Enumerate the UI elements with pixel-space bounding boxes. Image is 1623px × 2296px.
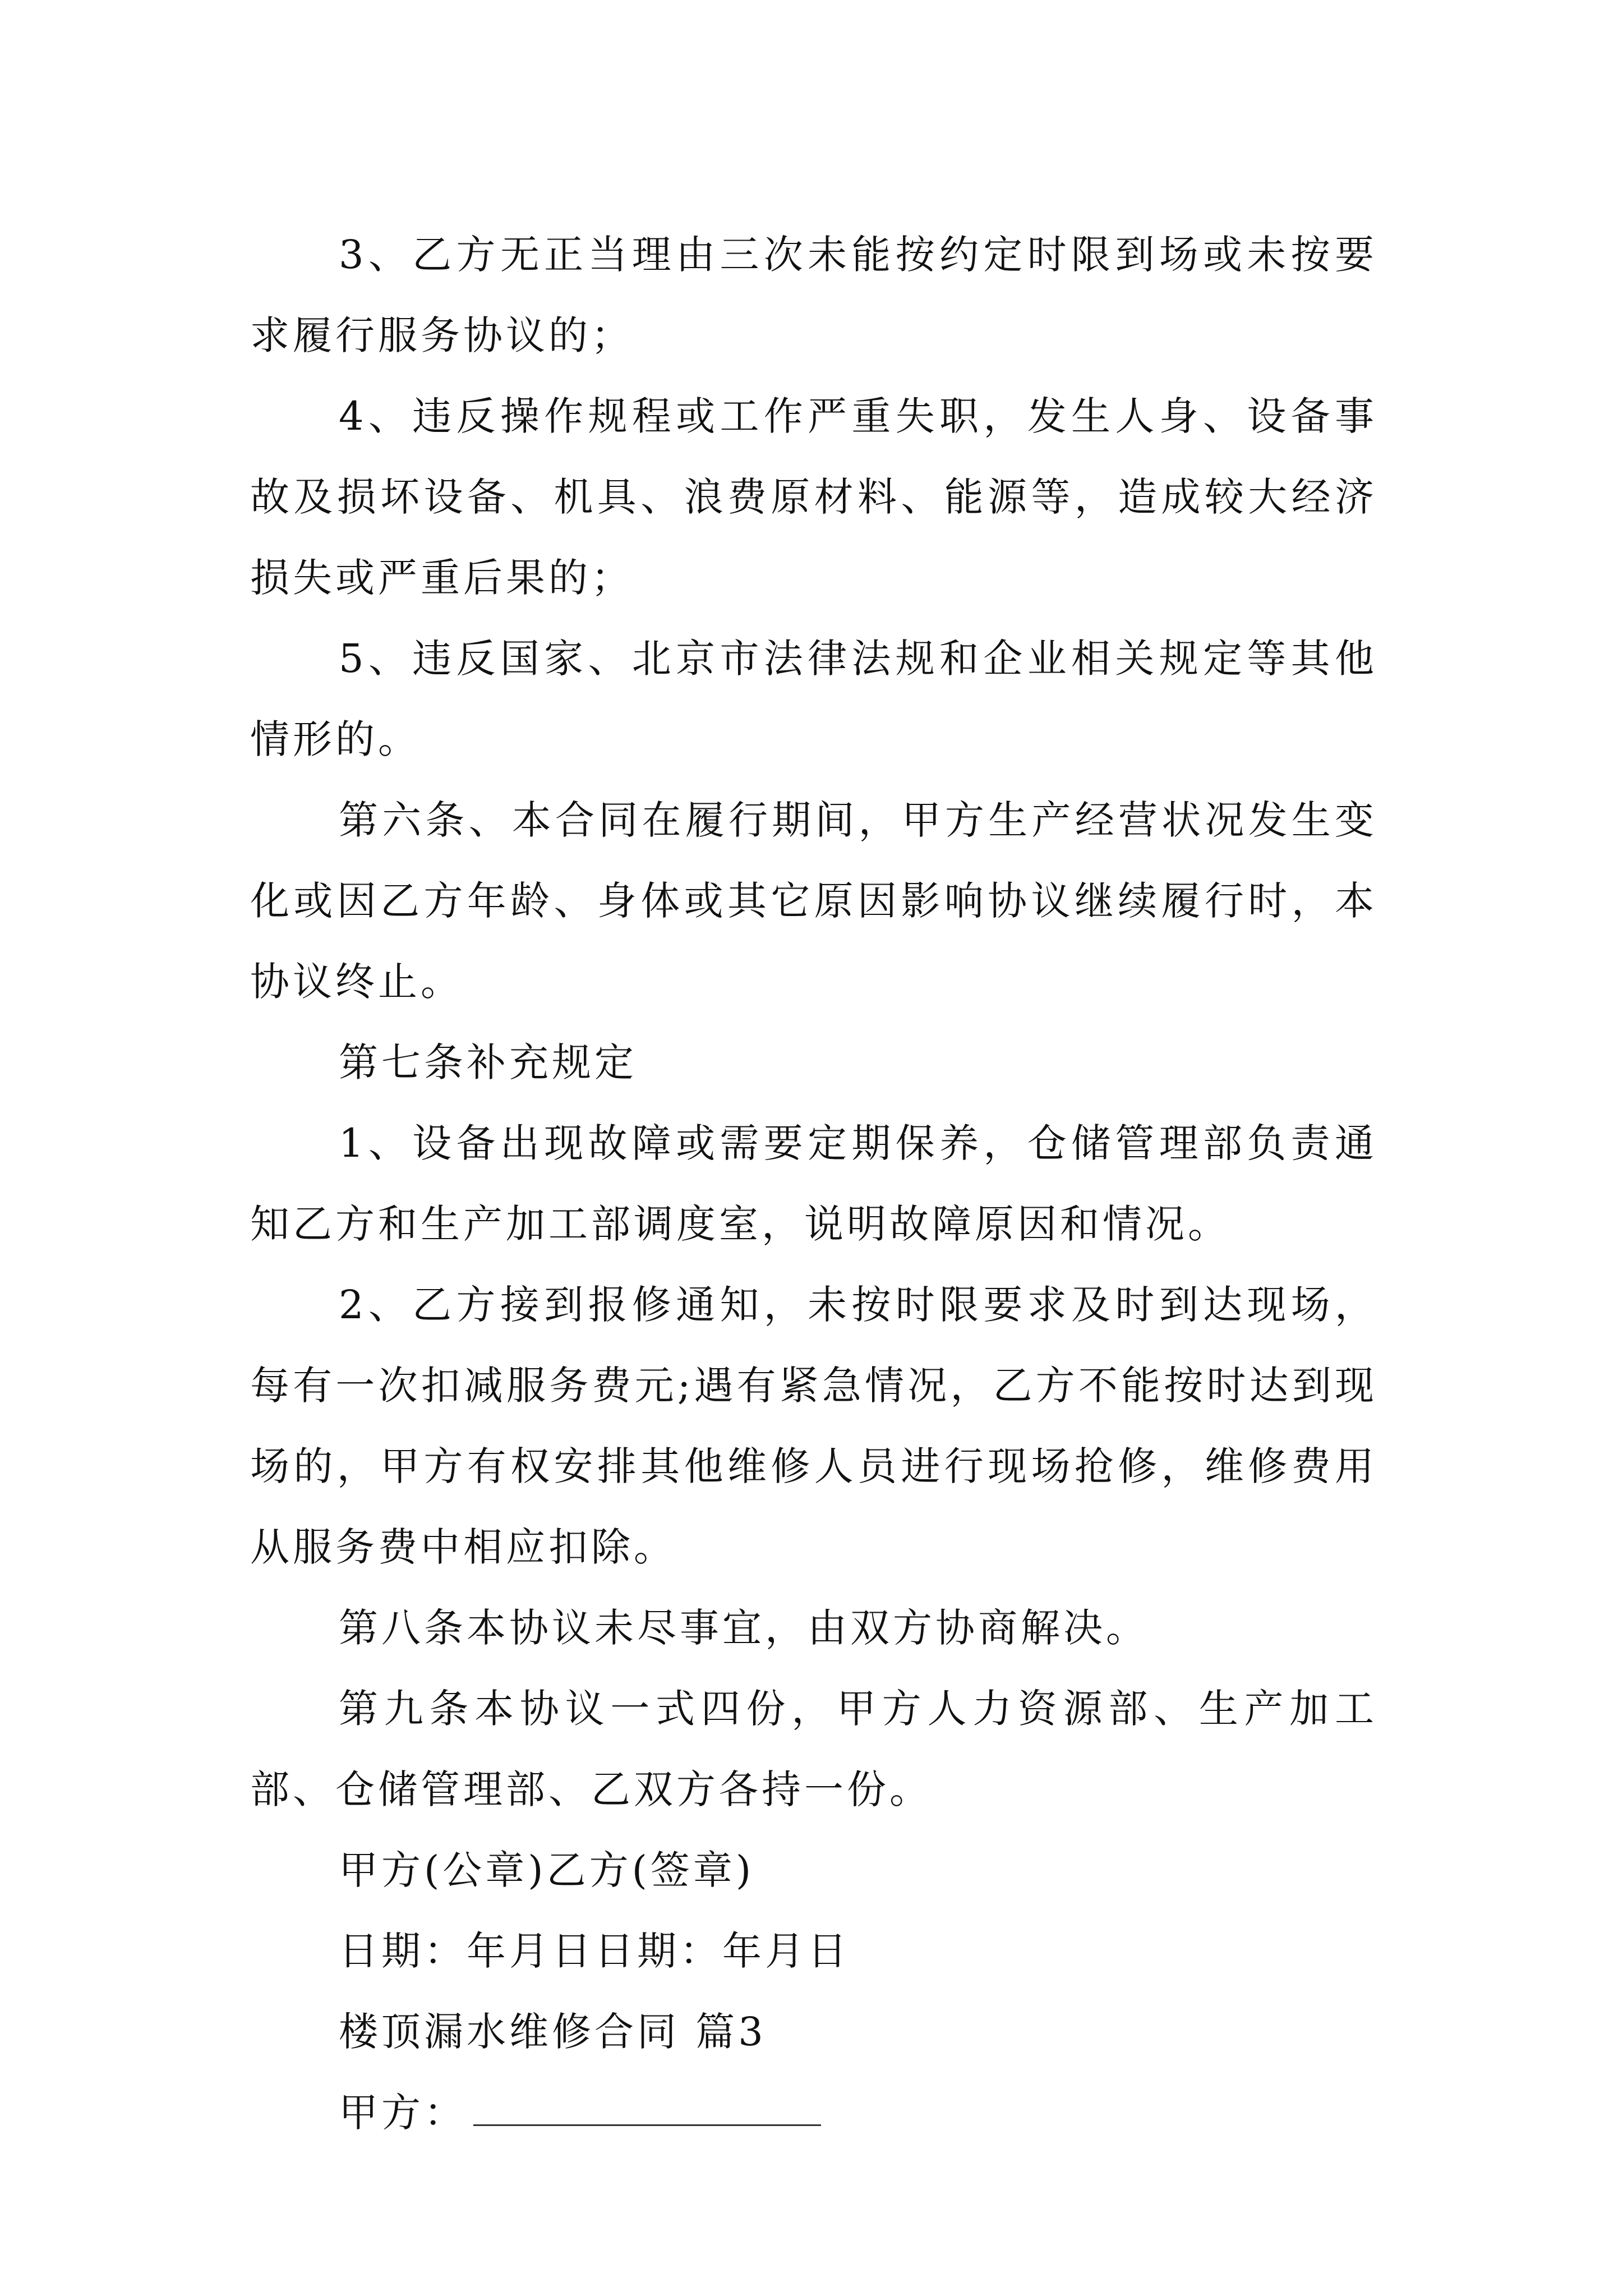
seal-line: 甲方(公章)乙方(签章) [339,1847,755,1893]
party-a-label: 甲方： [339,2090,467,2136]
clause-3-paragraph: 3、乙方无正当理由三次未能按约定时限到场或未按要求履行服务协议的； [250,232,1377,358]
date-line: 日期：年月日日期：年月日 [339,1928,850,1974]
document-body [250,214,1377,2153]
article-7-heading: 第七条补充规定 [339,1039,637,1085]
clause-4-paragraph: 4、违反操作规程或工作严重失职，发生人身、设备事故及损坏设备、机具、浪费原材料、能源等，造成较大经济损失或严重后果的； [250,393,1377,601]
article-7-item-1: 1、设备出现故障或需要定期保养，仓储管理部负责通知乙方和生产加工部调度室，说明故障原因和情况。 [250,1120,1377,1247]
party-a-line [250,2072,1377,2153]
clause-5-paragraph: 5、违反国家、北京市法律法规和企业相关规定等其他情形的。 [250,636,1377,762]
article-7-item-2: 2、乙方接到报修通知，未按时限要求及时到达现场，每有一次扣减服务费元;遇有紧急情况，乙方不能按时达到现场的，甲方有权安排其他维修人员进行现场抢修，维修费用从服务费中相应扣除。 [250,1282,1377,1570]
party-a-blank-line [473,2122,821,2126]
section-title: 楼顶漏水维修合同 篇3 [339,2009,767,2055]
article-8-paragraph: 第八条本协议未尽事宜，由双方协商解决。 [339,1605,1149,1651]
article-6-paragraph: 第六条、本合同在履行期间，甲方生产经营状况发生变化或因乙方年龄、身体或其它原因影响协议继续履行时，本协议终止。 [250,797,1377,1005]
article-9-paragraph: 第九条本协议一式四份，甲方人力资源部、生产加工部、仓储管理部、乙双方各持一份。 [250,1686,1377,1812]
